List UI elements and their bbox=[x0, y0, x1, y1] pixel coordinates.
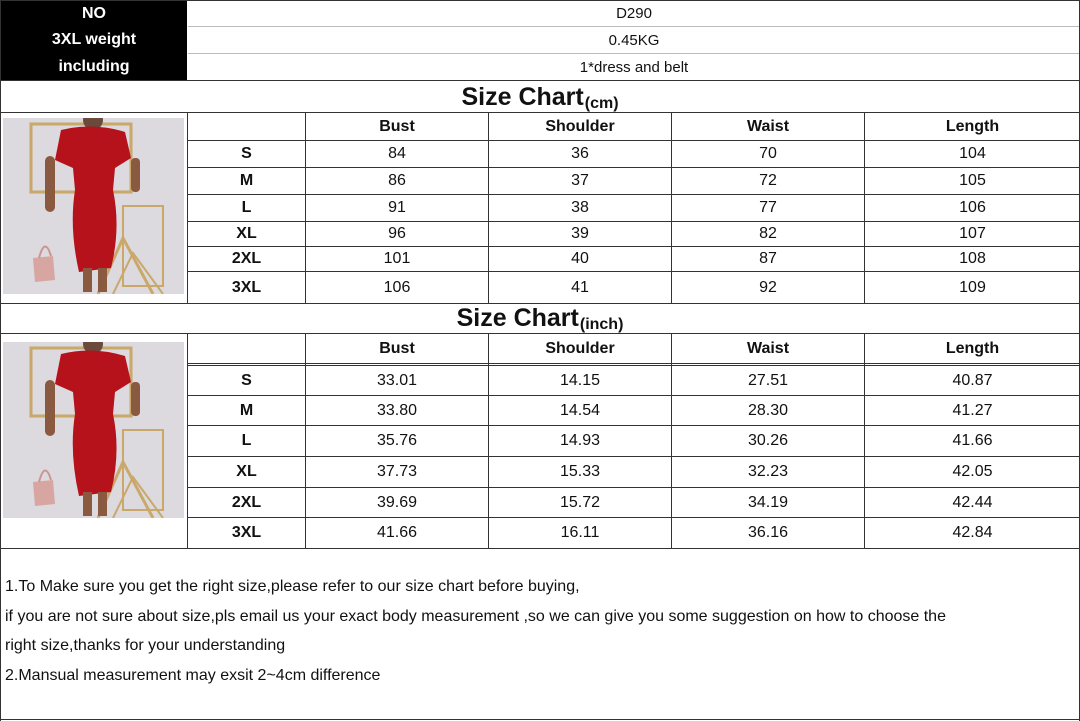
table-cell: 86 bbox=[388, 172, 406, 189]
inch-col-shoulder: Shoulder bbox=[545, 339, 615, 357]
table-cell: 40 bbox=[571, 250, 589, 267]
inch-col-bust: Bust bbox=[379, 339, 415, 357]
size-label: 3XL bbox=[231, 278, 262, 296]
table-cell: 14.54 bbox=[559, 401, 601, 419]
note-line-3: right size,thanks for your understanding bbox=[5, 637, 286, 654]
size-notes bbox=[5, 572, 946, 690]
cm-chart-unit: (cm) bbox=[584, 95, 619, 112]
table-cell: 101 bbox=[383, 250, 411, 267]
table-cell: 107 bbox=[959, 225, 986, 242]
cm-col-waist: Waist bbox=[746, 117, 790, 135]
table-cell: 108 bbox=[959, 250, 986, 267]
table-cell: 77 bbox=[759, 199, 777, 216]
table-cell: 41.27 bbox=[952, 401, 993, 419]
inch-col-waist: Waist bbox=[746, 339, 790, 357]
table-cell: 109 bbox=[959, 278, 986, 296]
size-label: 2XL bbox=[231, 493, 262, 511]
table-cell: 70 bbox=[759, 145, 777, 162]
size-label: M bbox=[239, 172, 254, 189]
table-cell: 84 bbox=[388, 145, 406, 162]
note-line-2: if you are not sure about size,pls email us your exact body measurement ,so we can give you some suggestion on how to choose the bbox=[5, 607, 946, 625]
table-cell: 87 bbox=[759, 250, 777, 267]
dress-illustration-cm bbox=[3, 118, 184, 294]
table-cell: 37 bbox=[571, 172, 589, 189]
header-label-including: including bbox=[58, 57, 130, 75]
header-label-weight: 3XL weight bbox=[51, 31, 137, 49]
table-cell: 32.23 bbox=[747, 463, 789, 480]
table-cell: 38 bbox=[571, 199, 589, 216]
inch-chart-unit: (inch) bbox=[579, 316, 624, 333]
table-cell: 91 bbox=[388, 199, 406, 216]
size-label: M bbox=[239, 401, 254, 419]
table-cell: 37.73 bbox=[376, 463, 418, 480]
cm-chart-title: Size Chart (cm) bbox=[461, 83, 619, 112]
size-label: 3XL bbox=[231, 524, 262, 541]
table-cell: 106 bbox=[959, 199, 986, 216]
size-label: XL bbox=[236, 225, 257, 242]
table-cell: 36.16 bbox=[747, 524, 789, 541]
dress-illustration-inch bbox=[3, 342, 184, 518]
size-label: L bbox=[241, 432, 252, 449]
table-cell: 40.87 bbox=[952, 371, 993, 389]
table-cell: 28.30 bbox=[747, 401, 789, 419]
table-cell: 15.72 bbox=[559, 493, 601, 511]
header-label-no: NO bbox=[82, 4, 106, 22]
table-cell: 30.26 bbox=[747, 432, 789, 449]
header-label-block bbox=[1, 1, 187, 80]
table-cell: 33.01 bbox=[376, 371, 418, 389]
table-cell: 16.11 bbox=[560, 524, 600, 541]
table-cell: 82 bbox=[759, 225, 777, 242]
header-value-no: D290 bbox=[616, 4, 652, 22]
cm-col-bust: Bust bbox=[379, 117, 415, 135]
table-cell: 41 bbox=[571, 278, 589, 296]
table-cell: 42.05 bbox=[952, 463, 993, 480]
table-cell: 39.69 bbox=[376, 493, 418, 511]
table-cell: 27.51 bbox=[747, 371, 789, 389]
table-cell: 35.76 bbox=[376, 432, 418, 449]
size-label: S bbox=[241, 371, 252, 389]
table-cell: 105 bbox=[959, 172, 986, 189]
inch-chart-title: Size Chart (inch) bbox=[456, 304, 624, 333]
note-line-4: 2.Mansual measurement may exsit 2~4cm difference bbox=[5, 666, 381, 684]
table-cell: 92 bbox=[759, 278, 777, 296]
table-cell: 42.84 bbox=[952, 524, 993, 541]
table-cell: 106 bbox=[383, 278, 411, 296]
cm-col-length: Length bbox=[945, 117, 1000, 135]
size-label: 2XL bbox=[231, 250, 262, 267]
table-cell: 41.66 bbox=[376, 524, 418, 541]
table-cell: 96 bbox=[388, 225, 406, 242]
table-cell: 14.15 bbox=[559, 371, 601, 389]
dress-photo-inch bbox=[3, 342, 184, 518]
size-label: S bbox=[241, 145, 252, 162]
table-cell: 15.33 bbox=[559, 463, 601, 480]
table-cell: 41.66 bbox=[952, 432, 993, 449]
table-cell: 42.44 bbox=[952, 493, 993, 511]
note-line-1: 1.To Make sure you get the right size,please refer to our size chart before buying, bbox=[5, 578, 580, 595]
size-label: XL bbox=[236, 463, 257, 480]
inch-col-length: Length bbox=[945, 339, 1000, 357]
table-cell: 34.19 bbox=[747, 493, 789, 511]
table-cell: 33.80 bbox=[376, 401, 418, 419]
table-cell: 36 bbox=[571, 145, 589, 162]
dress-photo-cm bbox=[3, 118, 184, 294]
header-value-weight: 0.45KG bbox=[608, 31, 660, 49]
table-cell: 72 bbox=[759, 172, 777, 189]
size-label: L bbox=[241, 199, 252, 216]
header-value-including: 1*dress and belt bbox=[579, 58, 689, 76]
table-cell: 39 bbox=[571, 225, 589, 242]
cm-col-shoulder: Shoulder bbox=[545, 117, 615, 135]
table-cell: 14.93 bbox=[559, 432, 601, 449]
table-cell: 104 bbox=[959, 145, 986, 162]
